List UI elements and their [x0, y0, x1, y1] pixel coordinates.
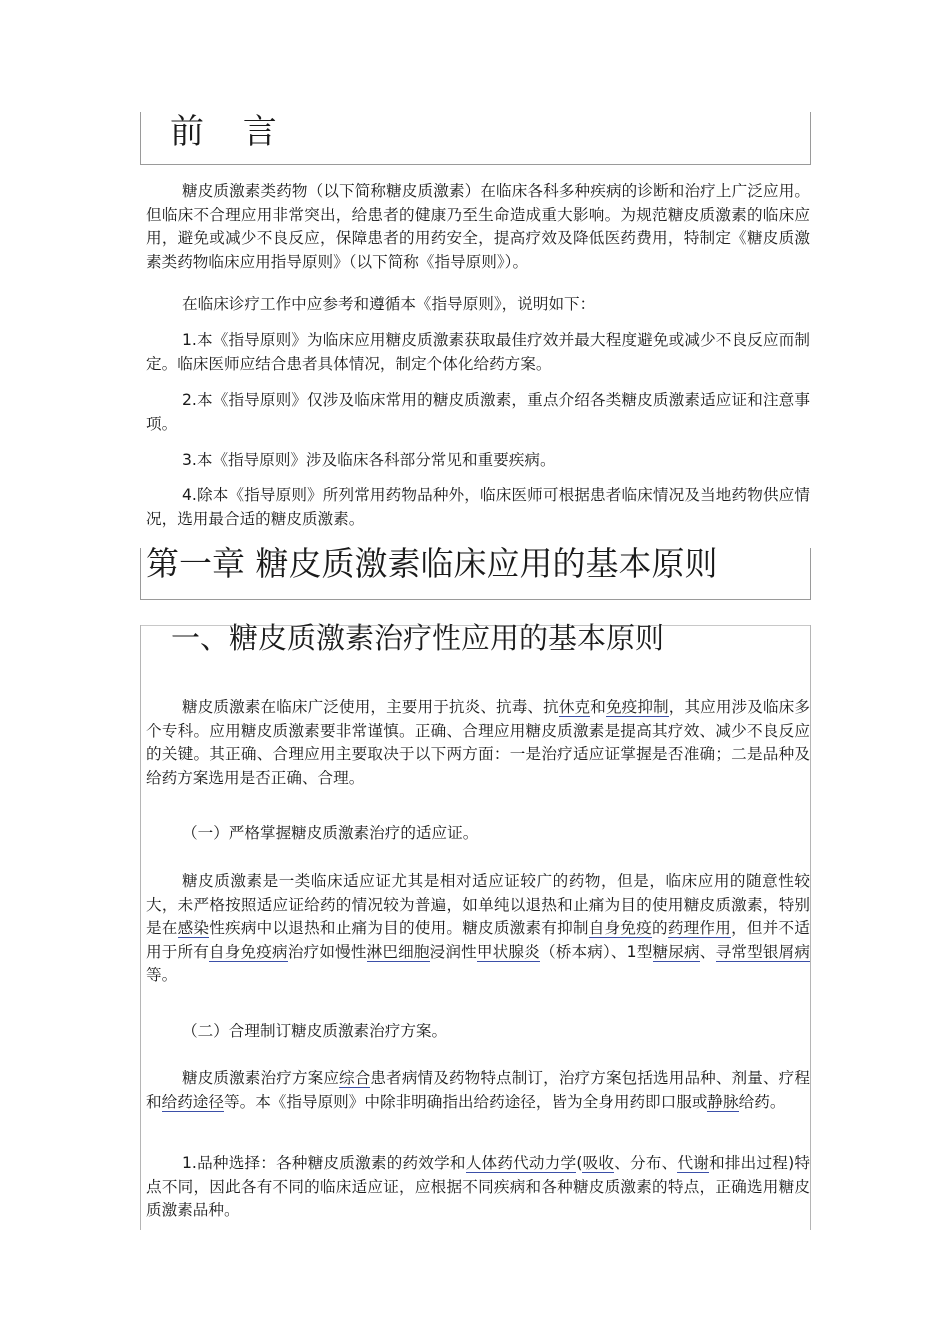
text-run: 和排出过程)特点不同，因此各有不同的临床适应证，应根据不同疾病和各种糖皮质激素的特点，正确选用糖皮质激素品种。	[146, 1154, 810, 1219]
link-pharmacokinetics[interactable]: 人体药代动力学	[465, 1154, 577, 1172]
item-1-paragraph	[146, 1152, 810, 1223]
link-absorption[interactable]: 吸收	[582, 1154, 615, 1172]
text-run: 的	[652, 919, 668, 937]
link-metabolism[interactable]: 代谢	[677, 1154, 710, 1172]
link-diabetes[interactable]: 糖尿病	[652, 942, 700, 961]
preface-title: 前 言	[170, 112, 291, 152]
preface-item-2: 2.本《指导原则》仅涉及临床常用的糖皮质激素，重点介绍各类糖皮质激素适应证和注意事项。	[146, 391, 810, 433]
preface-item-1: 1.本《指导原则》为临床应用糖皮质激素获取最佳疗效并最大程度避免或减少不良反应而制定。临床医师应结合患者具体情况，制定个体化给药方案。	[146, 331, 810, 373]
link-vein[interactable]: 静脉	[707, 1092, 739, 1111]
text-run: (	[576, 1154, 583, 1172]
subsection-2-paragraph	[146, 1067, 810, 1114]
section-title: 一、糖皮质激素治疗性应用的基本原则	[171, 621, 665, 655]
link-infection[interactable]: 感染	[177, 919, 210, 937]
text-run: 患者病情及药物特点制订，治疗方案包括选用品种、剂量、疗程和	[146, 1069, 810, 1111]
section-right-rule	[810, 625, 811, 1230]
chapter-frame-left	[140, 548, 141, 599]
link-pharmacological-action[interactable]: 药理作用	[667, 919, 732, 937]
text-run: 等。本《指导原则》中除非明确指出给药途径，皆为全身用药即口服或	[224, 1092, 708, 1111]
link-autoimmune-disease[interactable]: 自身免疫病	[209, 942, 288, 961]
text-run: 糖皮质激素在临床广泛使用，主要用于抗炎、抗毒、抗	[182, 698, 559, 716]
link-shock[interactable]: 休克	[558, 698, 591, 716]
preface-paragraph-1: 糖皮质激素类药物（以下简称糖皮质激素）在临床各科多种疾病的诊断和治疗上广泛应用。但临床不合理应用非常突出，给患者的健康乃至生命造成重大影响。为规范糖皮质激素的临床应用，避免或减少不良反应，保障患者的用药安全，提高疗效及降低医药费用，特制定《糖皮质激素类药物临床应用指导原则》（以下简称《指导原则》）。	[146, 182, 810, 271]
preface-item-4: 4.除本《指导原则》所列常用药物品种外，临床医师可根据患者临床情况及当地药物供应情况，选用最合适的糖皮质激素。	[146, 486, 810, 528]
text-run: 、	[699, 942, 716, 961]
text-run: 糖皮质激素是一类临床适应证尤其是相对适应证较广的药物，但是，临床应用的随意性较大，未严格按照适应证给药的情况较为普遍，如单纯以退热和止痛为目的使用糖皮质激素，特别是在	[146, 872, 810, 937]
subsection-1-paragraph	[146, 870, 810, 988]
link-route-of-administration[interactable]: 给药途径	[161, 1092, 224, 1111]
section-left-rule	[140, 625, 141, 1230]
link-autoimmunity[interactable]: 自身免疫	[588, 919, 652, 937]
section-intro-paragraph	[146, 696, 810, 790]
text-run: （桥本病）、1型	[539, 942, 653, 961]
chapter-title: 第一章 糖皮质激素临床应用的基本原则	[146, 544, 718, 583]
text-run: 等。	[146, 966, 178, 984]
text-run: ，但并不适用于所有	[146, 919, 810, 961]
text-run: 给药。	[738, 1092, 786, 1111]
link-comprehensive[interactable]: 综合	[339, 1069, 371, 1087]
text-run: 、分布、	[614, 1154, 678, 1172]
text-run: ，其应用涉及临床多个专科。应用糖皮质激素要非常谨慎。正确、合理应用糖皮质激素是提高其疗效、减少不良反应的关键。其正确、合理应用主要取决于以下两方面：一是治疗适应证掌握是否准确；二是品种及给药方案选用是否正确、合理。	[146, 698, 810, 787]
link-thyroiditis[interactable]: 甲状腺炎	[476, 942, 540, 961]
text-run: 浸润性	[429, 942, 477, 961]
text-run: 性疾病中以退热和止痛为目的使用。糖皮质激素有抑制	[209, 919, 589, 937]
subsection-2-title: （二）合理制订糖皮质激素治疗方案。	[182, 1022, 448, 1040]
preface-item-3: 3.本《指导原则》涉及临床各科部分常见和重要疾病。	[182, 451, 556, 469]
text-run: 治疗如慢性	[287, 942, 367, 961]
preface-paragraph-2: 在临床诊疗工作中应参考和遵循本《指导原则》，说明如下：	[182, 295, 596, 313]
subsection-1-title: （一）严格掌握糖皮质激素治疗的适应证。	[182, 824, 479, 842]
link-psoriasis-vulgaris[interactable]: 寻常型银屑病	[715, 942, 810, 961]
text-run: 1.品种选择：各种糖皮质激素的药效学和	[182, 1154, 466, 1172]
link-lymphocyte[interactable]: 淋巴细胞	[366, 942, 430, 961]
text-run: 和	[590, 698, 606, 716]
preface-frame-left	[140, 112, 141, 164]
link-immunosuppression[interactable]: 免疫抑制	[605, 698, 669, 716]
text-run: 糖皮质激素治疗方案应	[182, 1069, 340, 1087]
